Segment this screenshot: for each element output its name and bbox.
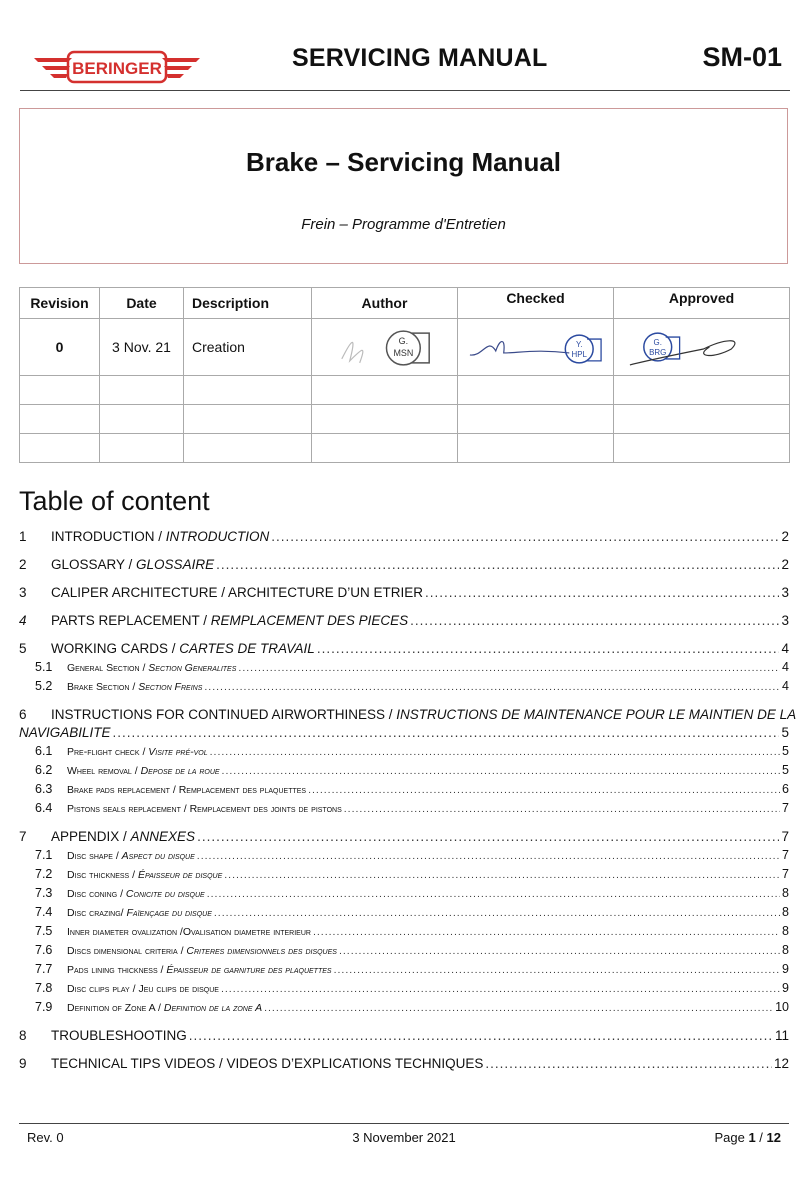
- approved-signature: [614, 319, 790, 376]
- toc-subentry[interactable]: 7.8 Disc clips play / Jeu clips de disque ..... 9: [19, 981, 789, 995]
- revision-table-header: [20, 288, 790, 319]
- toc-title: Table of content: [19, 486, 210, 516]
- toc-entry[interactable]: 6 INSTRUCTIONS FOR CONTINUED AIRWORTHINESS / INSTRUCTIONS DE MAINTENANCE POUR LE MAINTIEN DE LA: [19, 707, 797, 722]
- table-row: [20, 319, 790, 376]
- toc-subentry[interactable]: 5.2 Brake Section / Section Freins ..... 4: [19, 679, 789, 693]
- toc-subentry[interactable]: 7.7 Pads lining thickness / Épaisseur de garniture des plaquettes ..... 9: [19, 962, 789, 976]
- document-title: Brake – Servicing Manual: [245, 147, 562, 177]
- footer-date: 3 November 2021: [352, 1130, 456, 1145]
- toc-subentry[interactable]: 7.5 Inner diameter ovalization /Ovalisation diametre interieur ..... 8: [19, 924, 789, 938]
- footer-revision: Rev. 0: [27, 1130, 64, 1145]
- toc-subentry[interactable]: 5.1 General Section / Section Generalites ..... 4: [19, 660, 789, 674]
- svg-text:G.: G.: [398, 336, 409, 347]
- toc-subentry[interactable]: 7.1 Disc shape / Aspect du disque ..... 7: [19, 848, 789, 862]
- col-description: Description: [184, 288, 312, 319]
- beringer-logo: [32, 48, 202, 88]
- cell-description: Creation: [184, 319, 312, 376]
- author-signature: [312, 319, 458, 376]
- toc-subentry[interactable]: 6.1 Pre-flight check / Visite pré-vol ..... 5: [19, 744, 789, 758]
- document-code: SM-01: [702, 42, 782, 72]
- cell-revision: 0: [20, 319, 100, 376]
- document-subtitle: Frein – Programme d'Entretien: [301, 216, 506, 233]
- toc-entry[interactable]: 1 INTRODUCTION / INTRODUCTION ..... 2: [19, 529, 789, 544]
- checked-signature: [458, 319, 614, 376]
- toc-entry[interactable]: 7 APPENDIX / ANNEXES ..... 7: [19, 829, 789, 844]
- toc-entry[interactable]: 3 CALIPER ARCHITECTURE / ARCHITECTURE D’UN ETRIER ..... 3: [19, 585, 789, 600]
- toc-entry-continued[interactable]: NAVIGABILITE ..... 5: [19, 725, 789, 740]
- svg-text:MSN: MSN: [393, 347, 414, 358]
- svg-text:G.: G.: [653, 338, 662, 348]
- toc-entry[interactable]: 2 GLOSSARY / GLOSSAIRE ..... 2: [19, 557, 789, 572]
- toc-entry[interactable]: 9 TECHNICAL TIPS VIDEOS / VIDEOS D’EXPLICATIONS TECHNIQUES ..... 12: [19, 1056, 789, 1071]
- col-checked: Checked: [458, 288, 614, 319]
- svg-text:HPL: HPL: [571, 349, 587, 359]
- toc-subentry[interactable]: 6.3 Brake pads replacement / Remplacement des plaquettes ..... 6: [19, 782, 789, 796]
- title-box: [19, 108, 788, 264]
- col-approved: Approved: [614, 288, 790, 319]
- toc-subentry[interactable]: 7.3 Disc coning / Conicite du disque ..... 8: [19, 886, 789, 900]
- toc-subentry[interactable]: 7.9 Definition of Zone A / Definition de la zone A ..... 10: [19, 1000, 789, 1014]
- toc-subentry[interactable]: 7.4 Disc crazing/ Faïençage du disque ..... 8: [19, 905, 789, 919]
- toc-entry[interactable]: 4 PARTS REPLACEMENT / REMPLACEMENT DES PIECES ..... 3: [19, 613, 789, 628]
- svg-text:BRG: BRG: [649, 347, 667, 357]
- col-revision: Revision: [20, 288, 100, 319]
- footer-page-number: Page 1 / 12: [714, 1130, 781, 1145]
- table-row: [20, 405, 790, 434]
- table-row: [20, 434, 790, 463]
- toc-subentry[interactable]: 6.4 Pistons seals replacement / Remplacement des joints de pistons ..... 7: [19, 801, 789, 815]
- logo-text: BERINGER: [72, 59, 162, 78]
- page-header: [20, 28, 790, 91]
- revision-table: [19, 287, 790, 463]
- svg-text:Y.: Y.: [575, 340, 583, 349]
- toc-entry[interactable]: 5 WORKING CARDS / CARTES DE TRAVAIL ..... 4: [19, 641, 789, 656]
- toc-subentry[interactable]: 6.2 Wheel removal / Depose de la roue ..... 5: [19, 763, 789, 777]
- col-author: Author: [312, 288, 458, 319]
- cell-date: 3 Nov. 21: [100, 319, 184, 376]
- table-row: [20, 376, 790, 405]
- header-title: SERVICING MANUAL: [292, 44, 548, 72]
- toc-entry[interactable]: 8 TROUBLESHOOTING ..... 11: [19, 1028, 789, 1043]
- toc-subentry[interactable]: 7.2 Disc thickness / Épaisseur de disque ..... 7: [19, 867, 789, 881]
- toc-subentry[interactable]: 7.6 Discs dimensional criteria / Criteres dimensionnels des disques ..... 8: [19, 943, 789, 957]
- page-footer: [19, 1123, 789, 1154]
- col-date: Date: [100, 288, 184, 319]
